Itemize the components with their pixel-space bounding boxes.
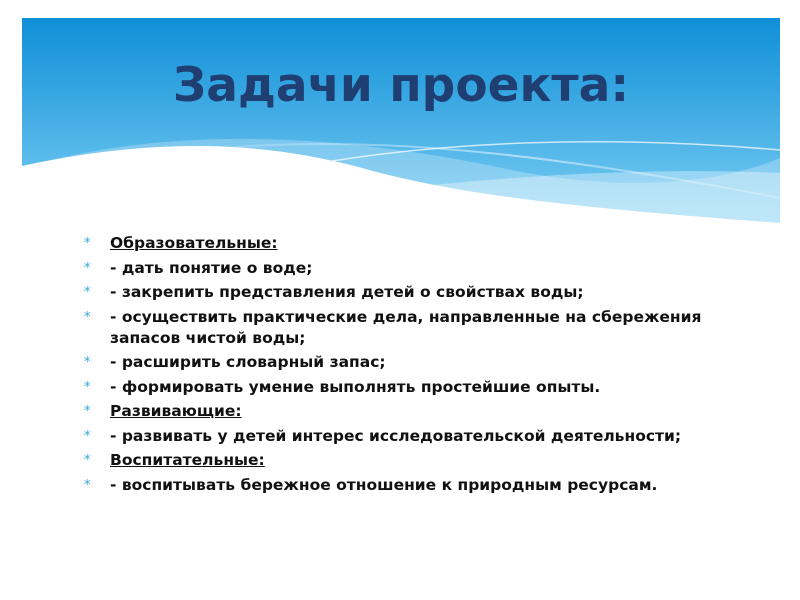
list-item-text: - дать понятие о воде;: [110, 258, 313, 277]
list-item-text: Развивающие:: [110, 402, 242, 420]
bullet-icon: *: [84, 285, 91, 300]
bullet-icon: *: [84, 428, 91, 444]
list-item-text: Воспитательные:: [110, 451, 265, 469]
bullet-icon: *: [84, 379, 91, 395]
list-item: [84, 475, 724, 496]
bullet-icon: *: [84, 309, 91, 325]
list-item-text: - формировать умение выполнять простейшие опыты.: [110, 377, 601, 396]
list-item-text: - воспитывать бережное отношение к природным ресурсам.: [110, 475, 658, 494]
section-heading: [84, 450, 724, 471]
list-item: [84, 352, 724, 373]
section-heading: [84, 401, 724, 422]
list-item-text: - закрепить представления детей о свойствах воды;: [110, 283, 584, 301]
list-item-text: - развивать у детей интерес исследовательской деятельности;: [110, 426, 682, 445]
bullet-icon: *: [84, 404, 91, 419]
wave-background: [22, 18, 780, 228]
bullet-icon: *: [84, 236, 91, 251]
bullet-icon: *: [84, 260, 91, 276]
bullet-icon: *: [84, 355, 91, 370]
list-item: [84, 377, 724, 398]
header-banner: [22, 18, 780, 228]
list-item-text: Образовательные:: [110, 234, 278, 252]
list-item: [84, 282, 724, 303]
list-item: [84, 426, 724, 447]
bullet-icon: *: [84, 477, 91, 493]
list-item: [84, 258, 724, 279]
section-heading: [84, 233, 724, 254]
bullet-icon: *: [84, 453, 91, 468]
task-list: [84, 233, 724, 496]
list-item-text: - расширить словарный запас;: [110, 353, 386, 371]
list-item: [84, 307, 724, 349]
list-item-text: - осуществить практические дела, направленные на сбережения запасов чистой воды;: [110, 307, 702, 347]
task-list-container: [84, 233, 724, 499]
slide-title: Задачи проекта:: [172, 58, 630, 113]
